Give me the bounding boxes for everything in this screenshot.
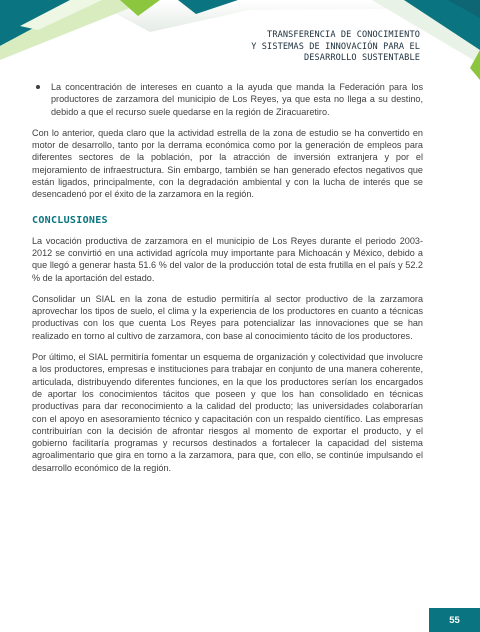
header-title-line: DESARROLLO SUSTENTABLE: [303, 53, 420, 64]
header-title-line: Y SISTEMAS DE INNOVACIÓN PARA EL: [251, 41, 420, 52]
section-heading: CONCLUSIONES: [32, 214, 108, 226]
bullet-icon: [36, 85, 40, 89]
page-number: 55: [429, 608, 480, 632]
paragraph: La vocación productiva de zarzamora en el municipio de Los Reyes durante el periodo 2003-2012 se convirtió en una actividad agrícola muy importante para Michoacán y México, debido a que llegó a generar hasta 51.6 % del valor de la producción total de esta frutilla en el país y 52.2 % de la aportación del estado.: [32, 235, 423, 283]
page-body: [32, 81, 423, 483]
paragraph: Consolidar un SIAL en la zona de estudio permitiría al sector productivo de la zarzamora aprovechar los tipos de suelo, el clima y la experiencia de los productores en cuanto a técnicas productivas con los que cuenta Los Reyes para potencializar las innovaciones que se han realizado en torno al cultivo de zarzamora, con base al conocimiento tácito de los productores.: [32, 293, 423, 341]
header-title-line: TRANSFERENCIA DE CONOCIMIENTO: [267, 30, 420, 40]
paragraph: Por último, el SIAL permitiría fomentar un esquema de organización y colectividad que involucre a los productores, empresas e instituciones para trabajar en conjunto de una manera coherente, articulada, distribuyendo diferentes funciones, en la que los productores serían los encargados de aportar los conocimientos tácitos que poseen y que los han consolidado en técnicas productivas para dar reconocimiento a la calidad del producto; las universidades colaborarían con el apoyo en asesoramiento técnico y capacitación con un respaldo científico. Las empresas contribuirían con la decisión de afrontar riesgos al momento de exportar el producto, y el gobierno facilitaría programas y recursos destinados a fortalecer la capacidad del sistema agroalimentario que gira en torno a la zarzamora, para que, con ello, se continúe impulsando el desarrollo económico de la región.: [32, 352, 423, 473]
page-header: [0, 0, 480, 80]
bullet-text: La concentración de intereses en cuanto a la ayuda que manda la Federación para los productores de zarzamora del municipio de Los Reyes, ya que esta no llega a su destino, debido a que el recurso suele quedarse en la región de Ziracuaretiro.: [51, 82, 423, 117]
bullet-list-item: [32, 81, 423, 118]
header-title: [160, 30, 420, 65]
paragraph: Con lo anterior, queda claro que la actividad estrella de la zona de estudio se ha convertido en motor de desarrollo, tanto por la derrama económica como por la generación de empleos para diferentes sectores de la población, por la atracción de inversión extranjera y por el mejoramiento de infraestructura. Sin embargo, también se han generado efectos negativos que están ligados, principalmente, con la degradación ambiental y con la lucha de interés que se desencadenó por el éxito de la zarzamora en la región.: [32, 127, 423, 200]
